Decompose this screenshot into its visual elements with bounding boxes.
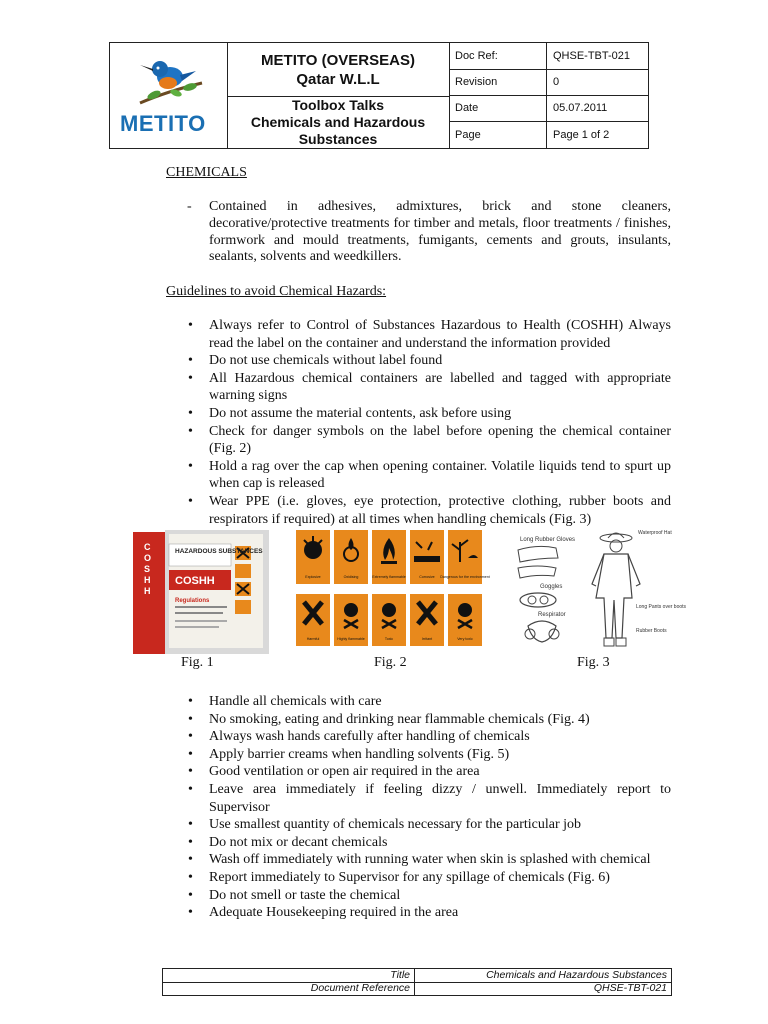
- worker-suit: [596, 554, 632, 638]
- company-name: [227, 43, 449, 97]
- list-item-text: Do not assume the material contents, ask before using: [209, 405, 512, 421]
- list-item: [166, 423, 671, 458]
- list-item: [166, 816, 671, 834]
- header-title-block: [227, 43, 450, 148]
- hat-icon: [600, 534, 632, 542]
- field-label: Doc Ref:: [449, 43, 547, 69]
- footer-title-value: Chemicals and Hazardous Substances: [486, 969, 667, 981]
- intro-paragraph: Contained in adhesives, admixtures, brick and stone cleaners, decorative/protective treatments for timber and metals, floor treatments / finishes, formwork and mould treatments, fumigants, cements and grouts, insulants, sealants, solvents and weedkillers.: [209, 199, 671, 265]
- guidelines-heading: Guidelines to avoid Chemical Hazards:: [166, 284, 387, 299]
- list-item-text: No smoking, eating and drinking near flammable chemicals (Fig. 4): [209, 711, 590, 727]
- bullet: •: [188, 817, 193, 833]
- logo-cell: [110, 43, 228, 148]
- list-item-text: Do not use chemicals without label found: [209, 353, 443, 369]
- header-fields: [449, 43, 648, 148]
- field-value: 05.07.2011: [553, 102, 608, 114]
- gloves-icon: [518, 546, 558, 562]
- goggles-icon: [520, 593, 556, 607]
- symbol-label: Explosive: [305, 575, 321, 579]
- list-item-text: Do not mix or decant chemicals: [209, 834, 388, 850]
- ppe-label: Respirator: [538, 612, 566, 618]
- bullet: •: [188, 834, 193, 850]
- actions-list: [166, 693, 671, 922]
- symbol-label: Highly flammable: [337, 637, 365, 641]
- binder-coshh-text: COSHH: [175, 575, 215, 587]
- bullet: •: [188, 764, 193, 780]
- field-date: [449, 95, 648, 122]
- document-title: [227, 97, 449, 148]
- document-header: [109, 42, 649, 149]
- binder-sub-text: Regulations: [175, 598, 210, 604]
- footer-title-label: Title: [163, 969, 415, 982]
- document-title-line1: Toolbox Talks: [291, 97, 385, 113]
- field-label: Revision: [449, 69, 547, 95]
- fig3-label: Fig. 3: [577, 655, 610, 670]
- bullet: •: [188, 887, 193, 903]
- bullet: •: [188, 905, 193, 921]
- list-item-text: Apply barrier creams when handling solvents (Fig. 5): [209, 746, 510, 762]
- ppe-label: Rubber Boots: [636, 628, 667, 634]
- list-item-text: All Hazardous chemical containers are labelled and tagged with appropriate warning signs: [209, 370, 671, 404]
- document-footer: [162, 968, 672, 996]
- list-item: [166, 352, 671, 370]
- ppe-label: Long Pants over boots: [636, 604, 687, 610]
- intro-dash: -: [187, 199, 192, 214]
- field-value: QHSE-TBT-021: [553, 50, 631, 62]
- bullet: •: [188, 729, 193, 745]
- field-revision: [449, 69, 648, 96]
- bullet: •: [188, 493, 193, 509]
- field-page: [449, 121, 648, 148]
- guidelines-list: [166, 317, 671, 528]
- list-item: [166, 904, 671, 922]
- ppe-label: Long Rubber Gloves: [520, 537, 576, 543]
- list-item-text: Good ventilation or open air required in the area: [209, 764, 480, 780]
- bullet: •: [188, 711, 193, 727]
- list-item: [166, 763, 671, 781]
- list-item: [166, 781, 671, 816]
- bullet: •: [188, 318, 193, 333]
- kingfisher-logo-icon: [110, 43, 227, 113]
- symbol-label: Corrosive: [419, 575, 435, 579]
- symbol-label: Harmful: [306, 637, 320, 641]
- list-item: [166, 693, 671, 711]
- bullet: •: [188, 353, 193, 369]
- bullet: •: [188, 423, 193, 439]
- bullet: •: [188, 869, 193, 885]
- bullet: •: [188, 781, 193, 797]
- field-label: Date: [449, 95, 547, 121]
- symbol-label: Toxic: [384, 637, 394, 641]
- ppe-label: Waterproof Hat: [638, 530, 672, 536]
- bullet: •: [188, 405, 193, 421]
- list-item-text: Wash off immediately with running water when skin is splashed with chemical: [209, 852, 651, 868]
- list-item-text: Do not smell or taste the chemical: [209, 887, 401, 903]
- field-value: Page 1 of 2: [553, 128, 610, 141]
- list-item: [166, 493, 671, 528]
- footer-title-row: [163, 969, 671, 983]
- field-label: Page: [449, 121, 547, 148]
- list-item: [166, 834, 671, 852]
- ppe-figure: [508, 528, 687, 656]
- bullet: •: [188, 694, 193, 709]
- company-name-line1: METITO (OVERSEAS): [261, 51, 415, 69]
- list-item-text: Adequate Housekeeping required in the area: [209, 905, 459, 921]
- list-item: [166, 728, 671, 746]
- company-name-line2: Qatar W.L.L: [296, 70, 380, 88]
- binder-spine-text: C O S H H: [144, 542, 152, 596]
- fig2-label: Fig. 2: [374, 655, 407, 670]
- list-item: [166, 869, 671, 887]
- logo-wordmark: METITO: [120, 111, 206, 136]
- bullet: •: [188, 852, 193, 868]
- list-item: [166, 458, 671, 493]
- list-item-text: Report immediately to Supervisor for any spillage of chemicals (Fig. 6): [209, 869, 610, 885]
- footer-ref-label: Document Reference: [163, 982, 415, 995]
- list-item: [166, 711, 671, 729]
- list-item-text: Check for danger symbols on the label before opening the chemical container (Fig. 2): [209, 423, 671, 457]
- list-item: [166, 370, 671, 405]
- list-item-text: Leave area immediately if feeling dizzy / unwell. Immediately report to Supervisor: [209, 781, 671, 815]
- list-item: [166, 887, 671, 905]
- list-item-text: Use smallest quantity of chemicals necessary for the particular job: [209, 817, 582, 833]
- list-item-text: Hold a rag over the cap when opening container. Volatile liquids tend to spurt up when cap is released: [209, 458, 671, 492]
- list-item: [166, 405, 671, 423]
- list-item-text: Always refer to Control of Substances Hazardous to Health (COSHH) Always read the label on the container and understand the information provided: [209, 318, 671, 351]
- fig1-label: Fig. 1: [181, 655, 214, 670]
- bullet: •: [188, 458, 193, 474]
- hazard-symbols-figure: [292, 528, 490, 656]
- list-item: [166, 746, 671, 764]
- field-value: 0: [553, 76, 560, 88]
- symbol-label: Very toxic: [457, 637, 473, 641]
- symbol-label: Irritant: [421, 637, 433, 641]
- boots-icon: [604, 638, 614, 646]
- footer-ref-value: QHSE-TBT-021: [593, 982, 667, 994]
- binder-title-text: HAZARDOUS SUBSTANCES: [175, 548, 263, 555]
- section-heading: CHEMICALS: [166, 165, 247, 180]
- bullet: •: [188, 746, 193, 762]
- symbol-label: Dangerous for the environment: [440, 575, 490, 579]
- bullet: •: [188, 370, 193, 386]
- list-item: [166, 851, 671, 869]
- ppe-label: Goggles: [540, 584, 563, 590]
- list-item-text: Handle all chemicals with care: [209, 694, 382, 709]
- symbol-label: Extremely flammable: [372, 575, 406, 579]
- document-title-line3: Substances: [298, 131, 378, 147]
- list-item: [166, 317, 671, 352]
- list-item-text: Always wash hands carefully after handling of chemicals: [209, 729, 530, 745]
- list-item-text: Wear PPE (i.e. gloves, eye protection, protective clothing, rubber boots and respirators if required) at all times when handling chemicals (Fig. 3): [209, 493, 671, 527]
- document-title-line2: Chemicals and Hazardous: [250, 114, 426, 130]
- symbol-label: Oxidising: [343, 575, 359, 579]
- footer-ref-row: [163, 982, 671, 995]
- coshh-binder-figure: [131, 528, 271, 656]
- field-doc-ref: [449, 43, 648, 70]
